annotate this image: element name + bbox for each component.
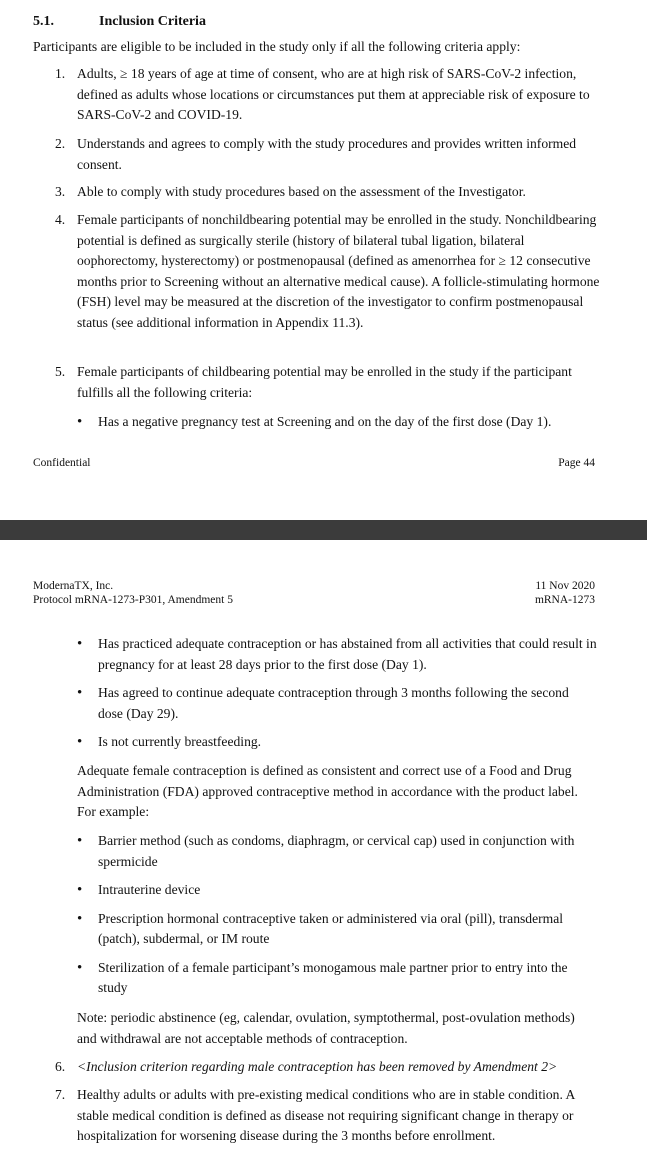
- criterion-number: 4.: [55, 212, 66, 227]
- criterion-4: [55, 210, 600, 333]
- criterion-number: 6.: [55, 1059, 66, 1074]
- criterion-1: [55, 64, 600, 126]
- criterion-text: <Inclusion criterion regarding male contraception has been removed by Amendment 2>: [77, 1059, 558, 1074]
- contraception-methods-list: [77, 831, 597, 999]
- footer-confidential: Confidential: [33, 457, 91, 469]
- bullet-item: • Has agreed to continue adequate contraception through 3 months following the second dose (Day 29).: [77, 683, 597, 724]
- header-date: 11 Nov 2020: [535, 580, 595, 592]
- header-company: ModernaTX, Inc.: [33, 580, 114, 592]
- criterion-number: 3.: [55, 184, 66, 199]
- criterion-5-bullets-continued: [77, 634, 597, 753]
- contraception-definition: Adequate female contraception is defined as consistent and correct use of a Food and Drug Administration (FDA) approved contraceptive method in accordance with the product label. For example:: [77, 763, 578, 819]
- criterion-6: [55, 1057, 600, 1078]
- criterion-text: Healthy adults or adults with pre-existing medical conditions who are in stable condition. A stable medical condition is defined as disease not requiring significant change in therapy or hospitalization for worsening disease during the 3 months before enrollment.: [77, 1087, 575, 1143]
- criterion-3: [55, 182, 600, 203]
- criterion-text: Understands and agrees to comply with the study procedures and provides written informed consent.: [77, 136, 577, 172]
- header-product: mRNA-1273: [534, 594, 595, 606]
- bullet-item: • Has practiced adequate contraception or has abstained from all activities that could result in pregnancy for at least 28 days prior to the first dose (Day 1).: [77, 634, 597, 675]
- document-page-45: [0, 540, 647, 1155]
- page-header-left: [33, 579, 233, 607]
- criterion-2: [55, 134, 600, 175]
- section-heading: [33, 14, 206, 30]
- bullet-item: • Intrauterine device: [77, 880, 597, 901]
- bullet-item: • Sterilization of a female participant’s monogamous male partner prior to entry into the study: [77, 958, 597, 999]
- criterion-text: Able to comply with study procedures based on the assessment of the Investigator.: [77, 184, 526, 199]
- criterion-text: Female participants of childbearing potential may be enrolled in the study if the participant fulfills all the following criteria:: [77, 364, 572, 400]
- intro-text: Participants are eligible to be included in the study only if all the following criteria apply:: [33, 39, 521, 54]
- section-title: Inclusion Criteria: [99, 14, 206, 29]
- criterion-5: [55, 362, 600, 403]
- bullet-item: • Prescription hormonal contraceptive taken or administered via oral (pill), transdermal (patch), subdermal, or IM route: [77, 909, 597, 950]
- criterion-5-bullets: [77, 412, 597, 433]
- bullet-item: • Is not currently breastfeeding.: [77, 732, 597, 753]
- bullet-item: • Barrier method (such as condoms, diaphragm, or cervical cap) used in conjunction with spermicide: [77, 831, 597, 872]
- document-page-44: [0, 0, 647, 520]
- criterion-text: Female participants of nonchildbearing potential may be enrolled in the study. Nonchildbearing potential is defined as surgically sterile (history of bilateral tubal ligation, bilateral oophorectomy, hysterectomy) or postmenopausal (defined as amenorrhea for ≥ 12 consecutive months prior to Screening without an alternative medical cause). A follicle-stimulating hormone (FSH) level may be measured at the discretion of the investigator to confirm postmenopausal status (see additional information in Appendix 11.3).: [77, 212, 600, 330]
- contraception-note: Note: periodic abstinence (eg, calendar, ovulation, symptothermal, post-ovulation methods) and withdrawal are not acceptable methods of contraception.: [77, 1010, 575, 1046]
- criterion-number: 7.: [55, 1087, 66, 1102]
- header-protocol: Protocol mRNA-1273-P301, Amendment 5: [33, 594, 233, 606]
- criterion-number: 2.: [55, 136, 66, 151]
- section-number: 5.1.: [33, 14, 54, 29]
- footer-page-number: Page 44: [558, 457, 595, 469]
- criterion-7: [55, 1085, 600, 1147]
- page-header-right: [535, 579, 595, 607]
- criterion-number: 1.: [55, 66, 66, 81]
- page-separator: [0, 520, 647, 540]
- bullet-item: • Has a negative pregnancy test at Screening and on the day of the first dose (Day 1).: [77, 412, 597, 433]
- criterion-number: 5.: [55, 364, 66, 379]
- criterion-text: Adults, ≥ 18 years of age at time of consent, who are at high risk of SARS-CoV-2 infection, defined as adults whose locations or circumstances put them at appreciable risk of exposure to SARS-CoV-2 and COVID-19.: [77, 66, 590, 122]
